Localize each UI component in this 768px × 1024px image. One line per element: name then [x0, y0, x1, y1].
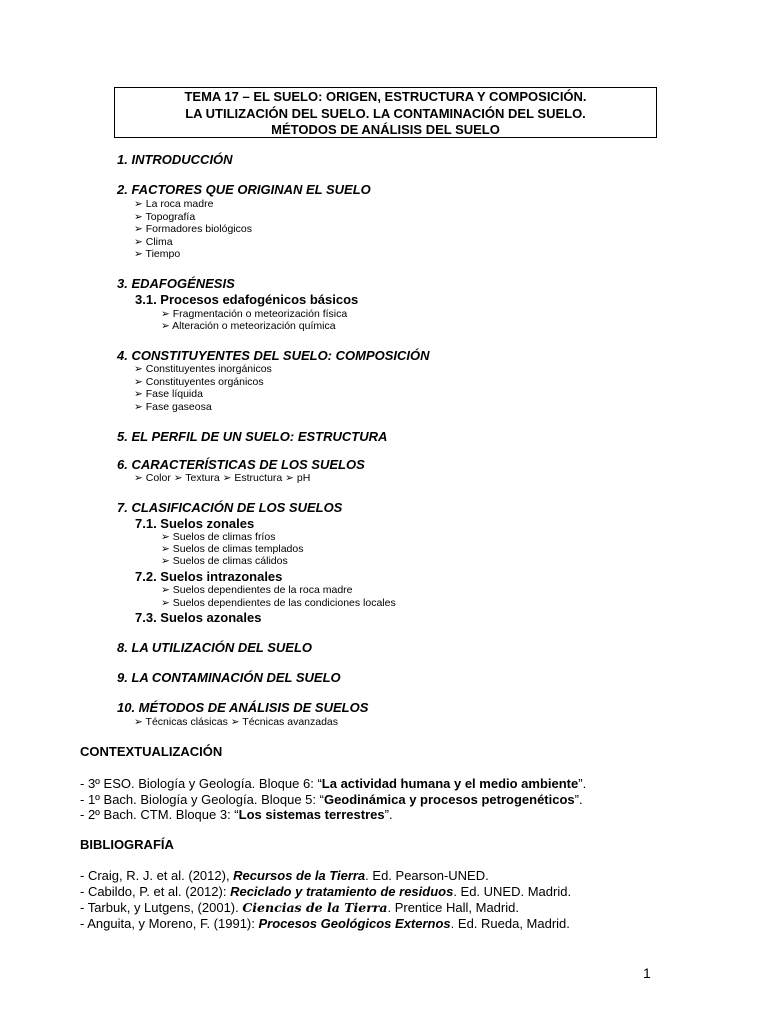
bibliography-entry: - Anguita, y Moreno, F. (1991): Procesos Geológicos Externos. Ed. Rueda, Madrid. [80, 916, 570, 931]
subsection-7-2-heading: 7.2. Suelos intrazonales [135, 569, 283, 584]
section-1-heading: 1. INTRODUCCIÓN [117, 152, 233, 167]
section-6-heading: 6. CARACTERÍSTICAS DE LOS SUELOS [117, 457, 365, 472]
context-line: - 3º ESO. Biología y Geología. Bloque 6: “La actividad humana y el medio ambiente”. [80, 776, 587, 791]
list-item: ➢ Fragmentación o meteorización física [161, 308, 348, 320]
title-line-1: TEMA 17 – EL SUELO: ORIGEN, ESTRUCTURA Y COMPOSICIÓN. [184, 89, 587, 104]
page-number: 1 [643, 965, 651, 981]
list-item: ➢ Alteración o meteorización química [161, 320, 336, 332]
list-item: ➢ Fase gaseosa [134, 401, 212, 413]
subsection-7-3-heading: 7.3. Suelos azonales [135, 610, 262, 625]
list-item: ➢ Suelos dependientes de la roca madre [161, 584, 353, 596]
section-9-heading: 9. LA CONTAMINACIÓN DEL SUELO [117, 670, 341, 685]
section-5-heading: 5. EL PERFIL DE UN SUELO: ESTRUCTURA [117, 429, 388, 444]
context-line: - 2º Bach. CTM. Bloque 3: “Los sistemas terrestres”. [80, 807, 393, 822]
list-item: ➢ Topografía [134, 211, 196, 223]
title-line-3: MÉTODOS DE ANÁLISIS DEL SUELO [271, 122, 500, 137]
list-item: ➢ Suelos de climas cálidos [161, 555, 288, 567]
list-item: ➢ Suelos dependientes de las condiciones locales [161, 597, 396, 609]
list-item: ➢ Clima [134, 236, 173, 248]
list-item: ➢ La roca madre [134, 198, 214, 210]
list-item: ➢ Fase líquida [134, 388, 203, 400]
list-item: ➢ Suelos de climas fríos [161, 531, 276, 543]
bibliography-heading: BIBLIOGRAFÍA [80, 837, 174, 852]
bibliography-entry: - Craig, R. J. et al. (2012), Recursos de la Tierra. Ed. Pearson-UNED. [80, 868, 489, 883]
context-heading: CONTEXTUALIZACIÓN [80, 744, 223, 759]
list-item: ➢ Suelos de climas templados [161, 543, 304, 555]
bibliography-entry: - Cabildo, P. et al. (2012): Reciclado y tratamiento de residuos. Ed. UNED. Madrid. [80, 884, 572, 899]
list-item: ➢ Constituyentes orgánicos [134, 376, 264, 388]
section-8-heading: 8. LA UTILIZACIÓN DEL SUELO [117, 640, 313, 655]
title-line-2: LA UTILIZACIÓN DEL SUELO. LA CONTAMINACIÓN DEL SUELO. [185, 105, 586, 121]
section-10-heading: 10. MÉTODOS DE ANÁLISIS DE SUELOS [117, 700, 369, 715]
list-item: ➢ Tiempo [134, 248, 181, 260]
list-item: ➢ Formadores biológicos [134, 223, 252, 235]
bibliography-entry: - Tarbuk, y Lutgens, (2001). Ciencias de la Tierra. Prentice Hall, Madrid. [80, 900, 519, 915]
context-line: - 1º Bach. Biología y Geología. Bloque 5: “Geodinámica y procesos petrogenéticos”. [80, 792, 583, 807]
section-4-heading: 4. CONSTITUYENTES DEL SUELO: COMPOSICIÓN [117, 348, 430, 363]
section-3-heading: 3. EDAFOGÉNESIS [117, 276, 235, 291]
inline-list: ➢ Color ➢ Textura ➢ Estructura ➢ pH [134, 472, 311, 484]
list-item: ➢ Constituyentes inorgánicos [134, 363, 272, 375]
inline-list: ➢ Técnicas clásicas ➢ Técnicas avanzadas [134, 716, 339, 728]
subsection-7-1-heading: 7.1. Suelos zonales [135, 516, 255, 531]
subsection-3-1-heading: 3.1. Procesos edafogénicos básicos [135, 292, 359, 307]
section-7-heading: 7. CLASIFICACIÓN DE LOS SUELOS [117, 500, 343, 515]
section-2-heading: 2. FACTORES QUE ORIGINAN EL SUELO [117, 182, 371, 197]
title-box [114, 87, 657, 138]
